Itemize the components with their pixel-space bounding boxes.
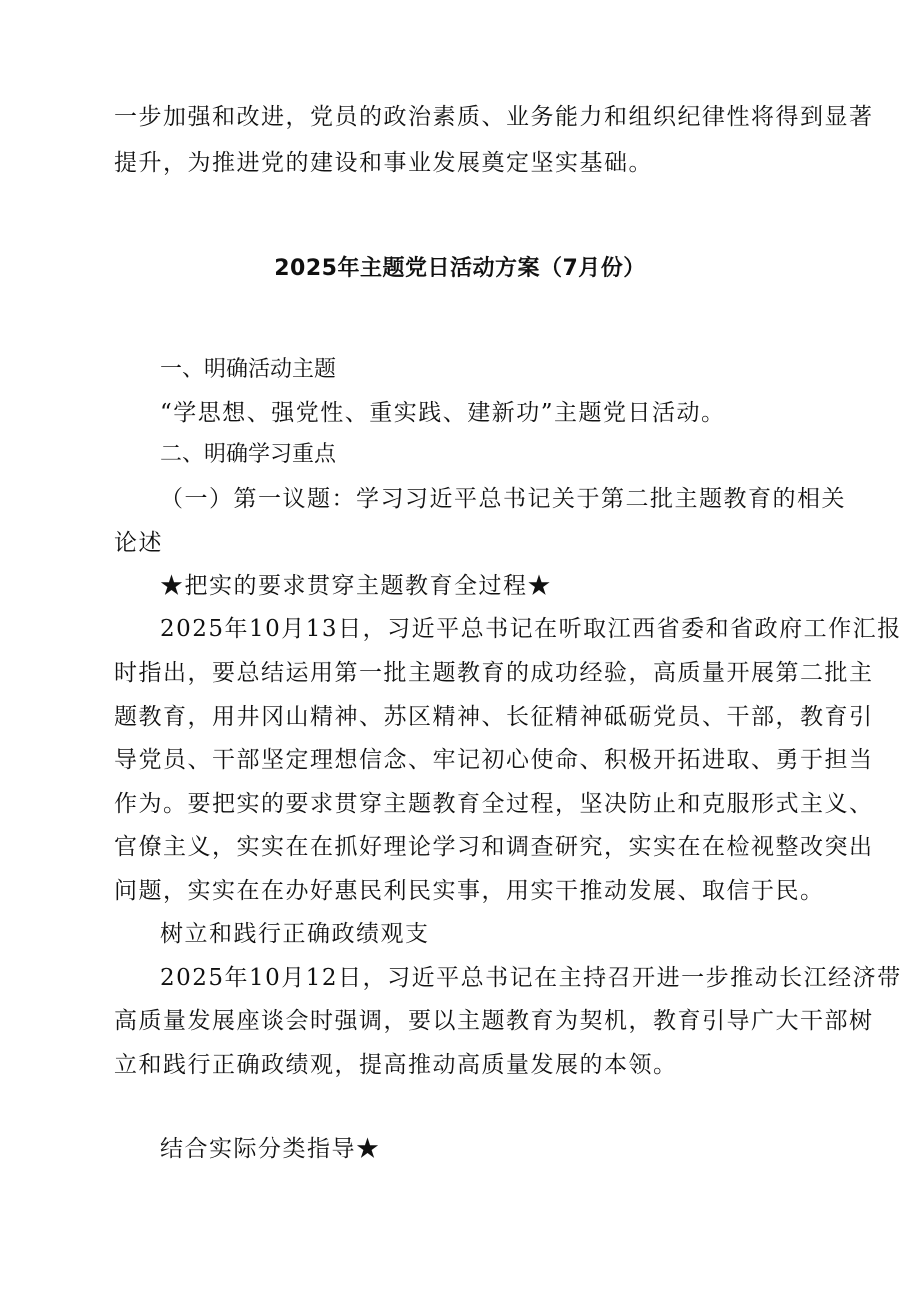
block-2-line: 立和践行正确政绩观，提高推动高质量发展的本领。 (114, 1052, 678, 1078)
block-2-subtitle: 树立和践行正确政绩观支 (160, 921, 430, 947)
block-1-line: 问题，实实在在办好惠民利民实事，用实干推动发展、取信于民。 (114, 878, 825, 904)
section-2-heading: 二、明确学习重点 (160, 442, 337, 467)
block-1-line: 题教育，用井冈山精神、苏区精神、长征精神砥砺党员、干部，教育引 (114, 704, 874, 730)
block-1-line: 作为。要把实的要求贯穿主题教育全过程，坚决防止和克服形式主义、 (114, 791, 874, 817)
block-1-line: 官僚主义，实实在在抓好理论学习和调查研究，实实在在检视整改突出 (114, 834, 874, 860)
block-1-line: 时指出，要总结运用第一批主题教育的成功经验，高质量开展第二批主 (114, 660, 874, 686)
block-2-line: 高质量发展座谈会时强调，要以主题教育为契机，教育引导广大干部树 (114, 1008, 874, 1034)
document-title: 2025年主题党日活动方案（7月份） (274, 256, 646, 281)
block-2-line: 2025年10月12日，习近平总书记在主持召开进一步推动长江经济带 (160, 965, 902, 991)
section-1-heading: 一、明确活动主题 (160, 357, 337, 382)
intro-line-1: 一步加强和改进，党员的政治素质、业务能力和组织纪律性将得到显著 (114, 104, 874, 130)
section-2-item-1-line-1: （一）第一议题：学习习近平总书记关于第二批主题教育的相关 (160, 486, 846, 512)
block-1-line: 2025年10月13日，习近平总书记在听取江西省委和省政府工作汇报 (160, 616, 902, 642)
block-1-subtitle: ★把实的要求贯穿主题教育全过程★ (160, 573, 552, 599)
block-3-subtitle: 结合实际分类指导★ (160, 1136, 381, 1162)
section-1-text: “学思想、强党性、重实践、建新功”主题党日活动。 (160, 400, 726, 426)
intro-line-2: 提升，为推进党的建设和事业发展奠定坚实基础。 (114, 150, 653, 176)
block-1-line: 导党员、干部坚定理想信念、牢记初心使命、积极开拓进取、勇于担当 (114, 747, 874, 773)
section-2-item-1-line-2: 论述 (114, 530, 163, 556)
